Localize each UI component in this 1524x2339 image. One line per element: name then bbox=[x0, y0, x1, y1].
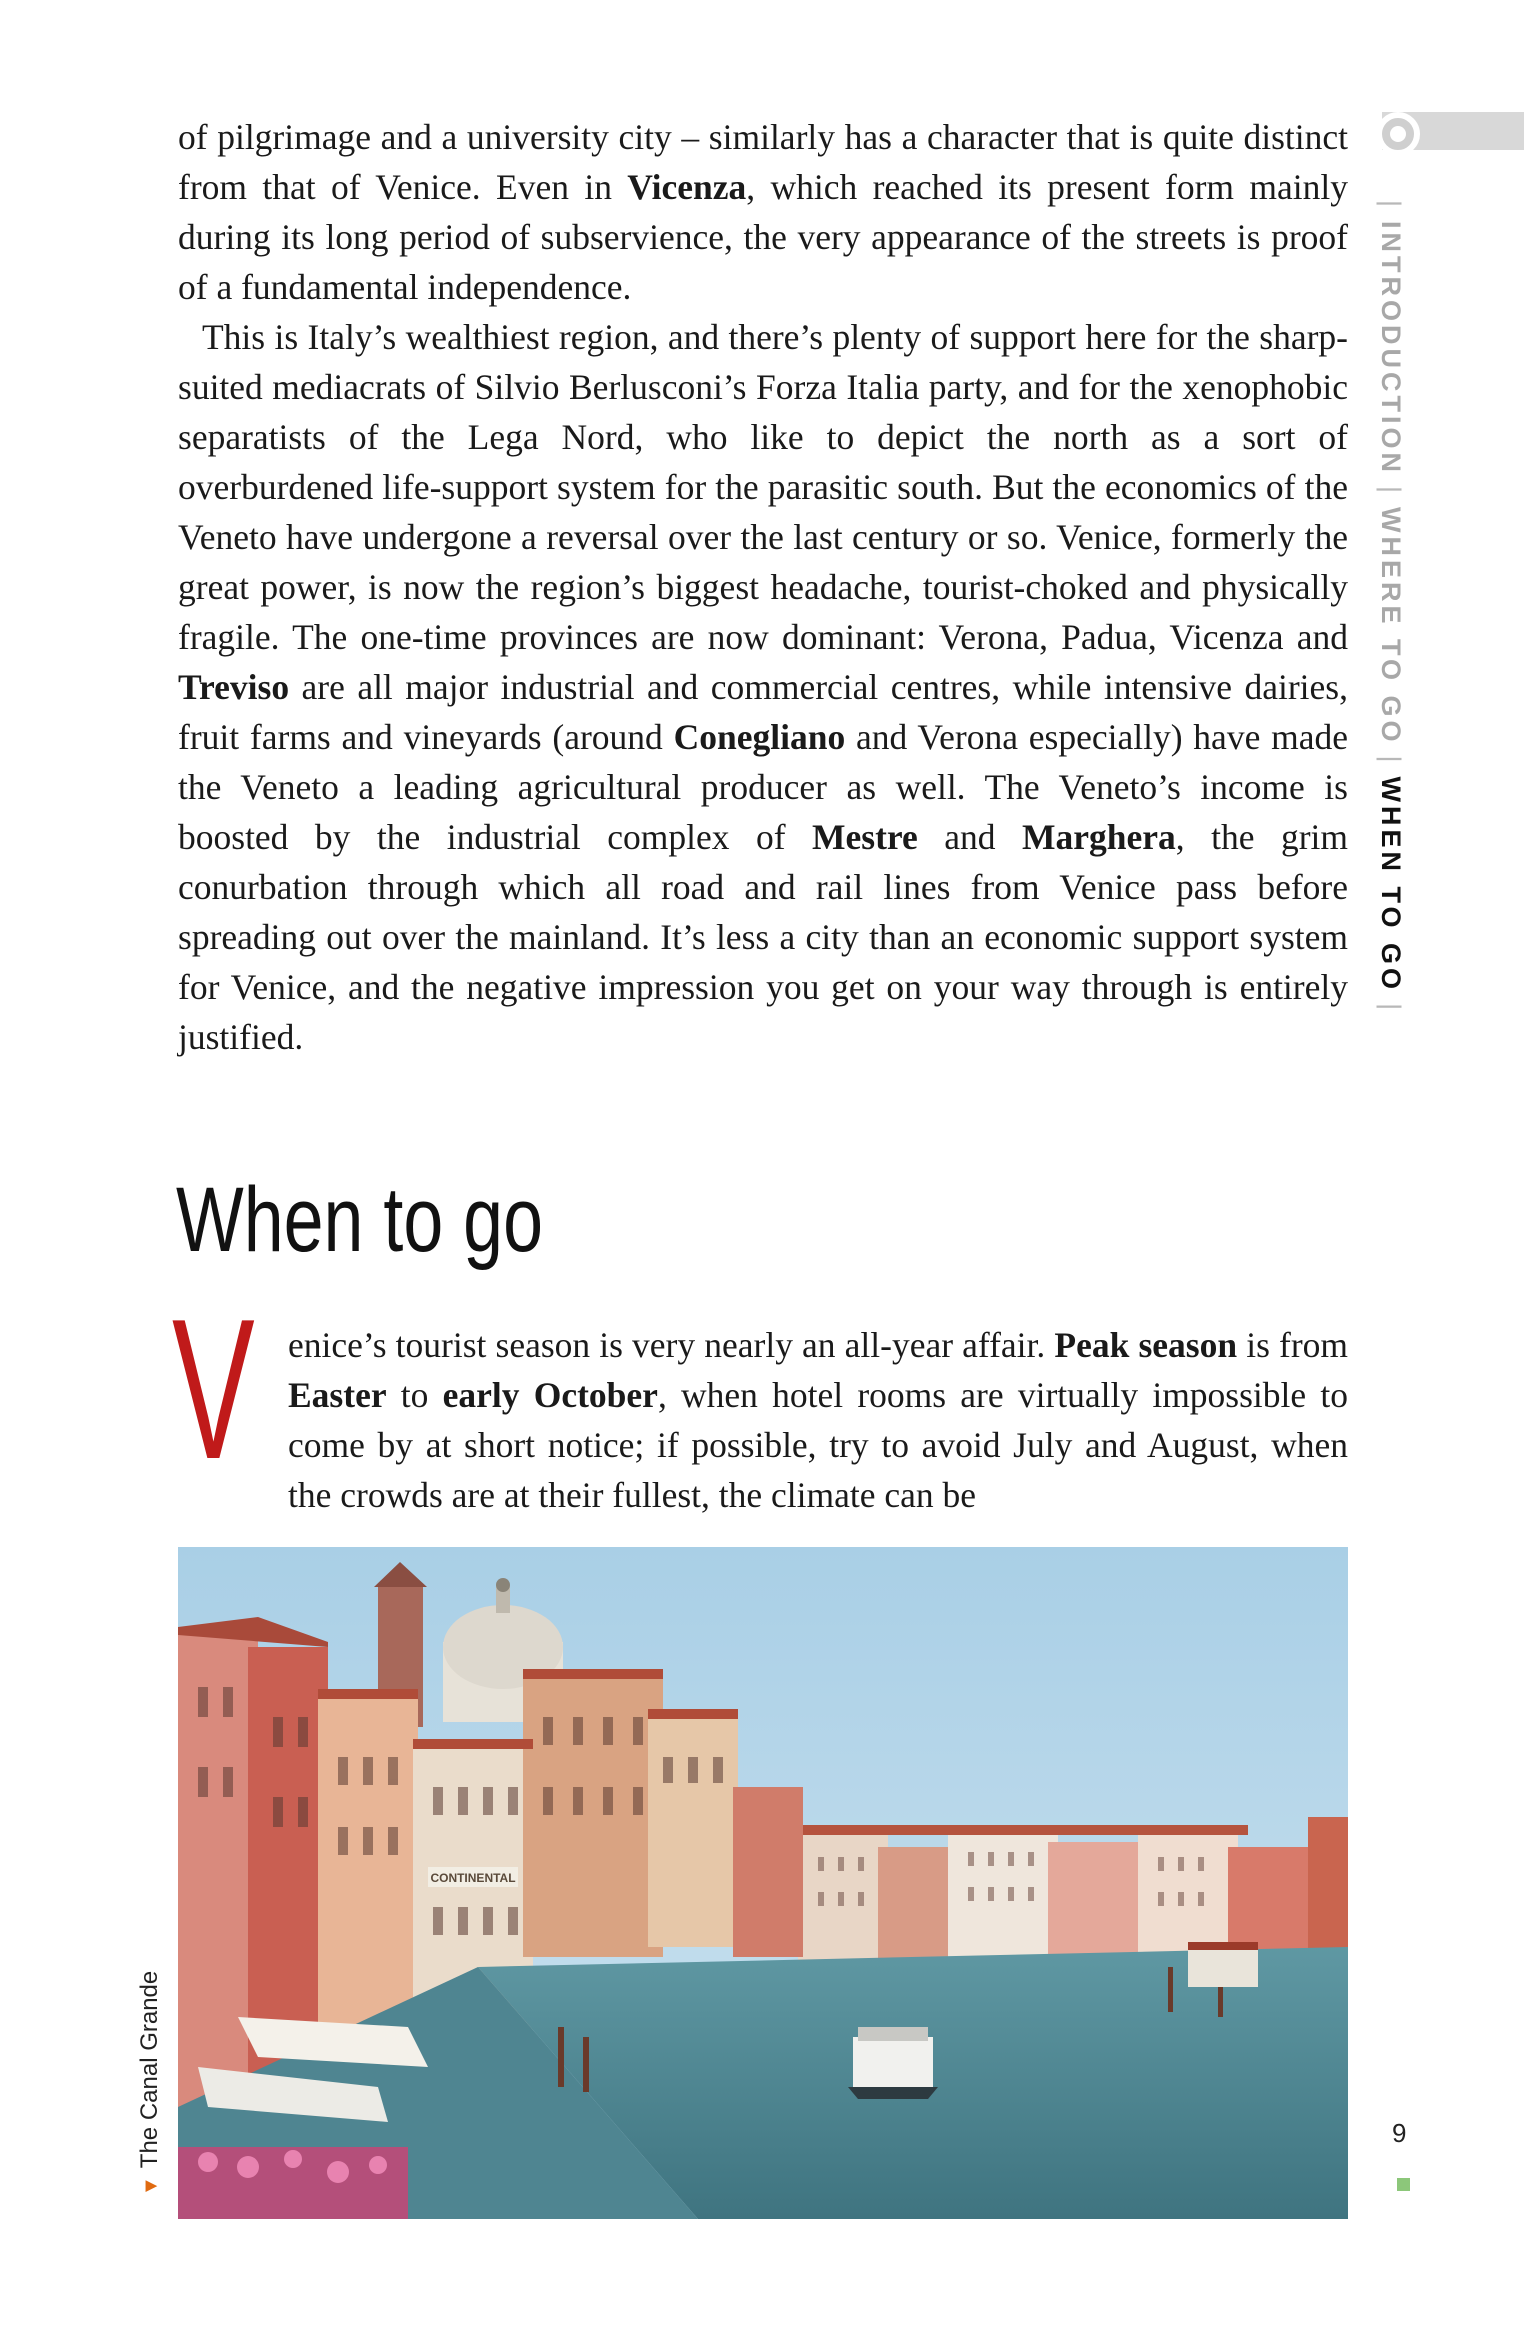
text-run: of pilgrimage and a university city – similarly has a character that is quite distinct from that of Venice. Even in bbox=[178, 117, 1348, 207]
page-marker-icon bbox=[1397, 2178, 1410, 2191]
canal-illustration bbox=[178, 1547, 1348, 2219]
text-run: enice’s tourist season is very nearly an all-year affair. bbox=[288, 1325, 1055, 1365]
nav-separator: | bbox=[1376, 755, 1406, 767]
caption-arrow-icon: ▼ bbox=[140, 2176, 162, 2196]
drop-cap: V bbox=[172, 1278, 255, 1501]
nav-separator: | bbox=[1376, 200, 1406, 212]
hotel-sign-text: CONTINENTAL bbox=[430, 1871, 516, 1885]
text-run: is from bbox=[1237, 1325, 1348, 1365]
section-tab-circle-icon bbox=[1376, 112, 1420, 156]
text-run: and bbox=[917, 817, 1022, 857]
section-heading: When to go bbox=[176, 1169, 544, 1271]
nav-separator: | bbox=[1376, 1003, 1406, 1015]
page-number: 9 bbox=[1392, 2118, 1407, 2148]
text-run: This is Italy’s wealthiest region, and there’s plenty of support here for the sharp-suited mediacrats of Silvio Berlusconi’s Forza Italia party, and for the xenophobic separatists of the Lega Nord, who like to depict the north as a sort of overburdened life-support system for the parasitic south. But the economics of the Veneto have undergone a reversal over the last century or so. Venice, formerly the great power, is now the region’s biggest headache, tourist-choked and physically fragile. The one-time provinces are now dominant: Verona, Padua, Vicenza and bbox=[178, 317, 1348, 657]
nav-item-when-to-go[interactable]: WHEN TO GO bbox=[1376, 776, 1406, 994]
text-run: , which reached its present form mainly during its long period of subservience, the very appearance of the streets is proof of a fundamental independence. bbox=[178, 167, 1348, 307]
bold-term-mestre: Mestre bbox=[812, 817, 918, 857]
bold-term-conegliano: Conegliano bbox=[673, 717, 846, 757]
intro-paragraph-1 bbox=[178, 112, 1348, 312]
intro-paragraph-2 bbox=[178, 312, 1348, 1062]
bold-term-marghera: Marghera bbox=[1022, 817, 1176, 857]
bold-term-peak-season: Peak season bbox=[1054, 1325, 1238, 1365]
bold-term-easter: Easter bbox=[288, 1375, 387, 1415]
bold-term-vicenza: Vicenza bbox=[627, 167, 747, 207]
text-run: , when hotel rooms are virtually impossible to come by at short notice; if possible, try to avoid July and August, when the crowds are at their fullest, the climate can be bbox=[288, 1375, 1348, 1515]
chapter-side-nav bbox=[1375, 190, 1406, 1024]
nav-item-introduction[interactable]: INTRODUCTION bbox=[1376, 221, 1406, 476]
bold-term-treviso: Treviso bbox=[178, 667, 290, 707]
when-to-go-text bbox=[288, 1320, 1348, 1520]
text-run: to bbox=[386, 1375, 443, 1415]
text-run: , the grim conurbation through which all road and rail lines from Venice pass before spreading out over the mainland. It’s less a city than an economic support system for Venice, and the negative impression you get on your way through is entirely justified. bbox=[178, 817, 1349, 1057]
nav-separator: | bbox=[1376, 486, 1406, 498]
photo-caption bbox=[136, 1971, 164, 2196]
text-run: are all major industrial and commercial centres, while intensive dairies, fruit farms and vineyards (around bbox=[178, 667, 1348, 757]
canal-grande-photo bbox=[178, 1547, 1348, 2219]
intro-text bbox=[178, 112, 1348, 1062]
nav-item-where-to-go[interactable]: WHERE TO GO bbox=[1376, 507, 1406, 746]
when-to-go-paragraph bbox=[288, 1320, 1348, 1520]
bold-term-early-october: early October bbox=[442, 1375, 658, 1415]
text-run: and Verona especially) have made the Veneto a leading agricultural producer as well. The Veneto’s income is boosted by the industrial complex of bbox=[178, 717, 1348, 857]
caption-text: The Canal Grande bbox=[136, 1970, 163, 2169]
